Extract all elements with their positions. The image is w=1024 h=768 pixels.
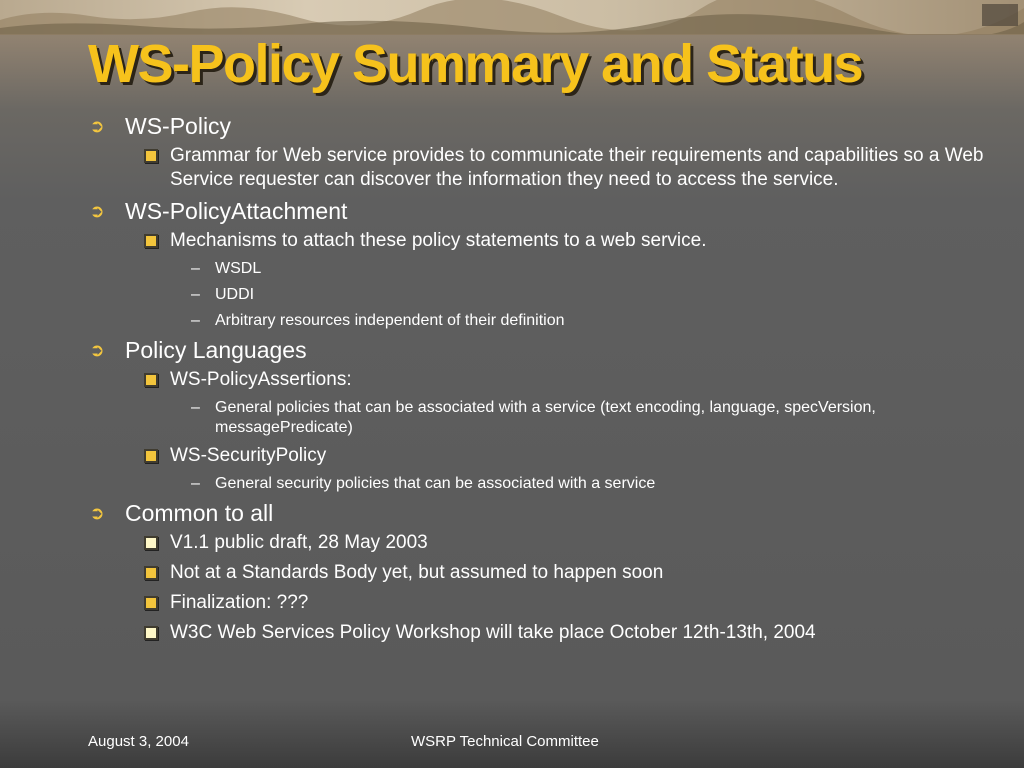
square-bullet-icon xyxy=(144,373,158,387)
arrow-bullet-icon: ➲ xyxy=(89,201,105,221)
footer-organization: WSRP Technical Committee xyxy=(411,733,599,750)
footer-date: August 3, 2004 xyxy=(88,733,189,750)
dash-bullet-icon: – xyxy=(191,399,200,416)
square-bullet-icon xyxy=(144,596,158,610)
list-item-text: Mechanisms to attach these policy statements to a web service. xyxy=(170,230,707,251)
sub-list-item-text: Arbitrary resources independent of their definition xyxy=(215,312,565,329)
arrow-bullet-icon: ➲ xyxy=(89,116,105,136)
sub-list-item-text: General policies that can be associated with a service (text encoding, language, specVersion, messagePredicate) xyxy=(215,399,876,436)
list-item-text: W3C Web Services Policy Workshop will take place October 12th-13th, 2004 xyxy=(170,622,816,643)
list-item-text: Finalization: ??? xyxy=(170,592,309,613)
section-label: WS-PolicyAttachment xyxy=(125,198,348,224)
section-label: Policy Languages xyxy=(125,337,307,363)
slide-title: WS-Policy Summary and Status xyxy=(88,34,863,94)
dash-bullet-icon: – xyxy=(191,260,200,277)
list-item-text: Grammar for Web service provides to communicate their requirements and capabilities so a Web Service requester can discover the information they need to access the service. xyxy=(170,145,984,190)
dash-bullet-icon: – xyxy=(191,475,200,492)
square-bullet-icon xyxy=(144,626,158,640)
square-bullet-icon xyxy=(144,566,158,580)
square-bullet-icon xyxy=(144,234,158,248)
landscape-decoration xyxy=(0,0,1024,34)
list-item xyxy=(86,621,996,645)
section-item xyxy=(86,500,996,527)
sub-list-item-text: General security policies that can be associated with a service xyxy=(215,475,656,492)
arrow-bullet-icon: ➲ xyxy=(89,503,105,523)
dash-bullet-icon: – xyxy=(191,312,200,329)
list-item-text: V1.1 public draft, 28 May 2003 xyxy=(170,532,428,553)
section-label: Common to all xyxy=(125,500,274,526)
slide-content xyxy=(86,113,996,651)
sub-list-item-text: UDDI xyxy=(215,286,255,303)
list-item xyxy=(86,531,996,555)
sub-list-item xyxy=(86,474,996,494)
square-bullet-icon xyxy=(144,536,158,550)
list-item-text: WS-PolicyAssertions: xyxy=(170,369,352,390)
section-item xyxy=(86,198,996,225)
list-item xyxy=(86,229,996,253)
sub-list-item xyxy=(86,259,996,279)
square-bullet-icon xyxy=(144,149,158,163)
sub-list-item xyxy=(86,398,996,438)
list-item xyxy=(86,561,996,585)
dash-bullet-icon: – xyxy=(191,286,200,303)
section-item xyxy=(86,337,996,364)
sub-list-item-text: WSDL xyxy=(215,260,262,277)
sub-list-item xyxy=(86,285,996,305)
square-bullet-icon xyxy=(144,449,158,463)
list-item-text: WS-SecurityPolicy xyxy=(170,445,327,466)
list-item xyxy=(86,444,996,468)
list-item xyxy=(86,144,996,192)
list-item-text: Not at a Standards Body yet, but assumed to happen soon xyxy=(170,562,664,583)
list-item xyxy=(86,591,996,615)
arrow-bullet-icon: ➲ xyxy=(89,340,105,360)
sub-list-item xyxy=(86,311,996,331)
section-item xyxy=(86,113,996,140)
section-label: WS-Policy xyxy=(125,113,232,139)
list-item xyxy=(86,368,996,392)
